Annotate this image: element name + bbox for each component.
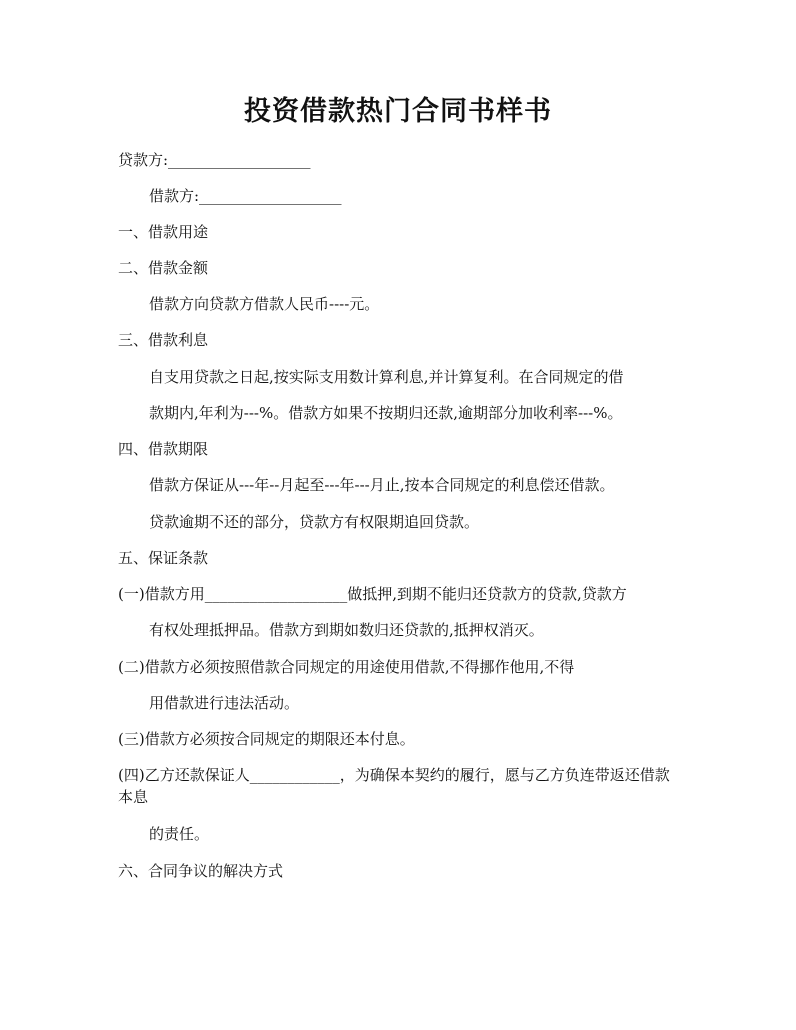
paragraph-line: 贷款逾期不还的部分，贷款方有权限期追回贷款。 — [149, 513, 480, 531]
section-heading-amount: 二、借款金额 — [118, 259, 209, 277]
section-heading-purpose: 一、借款用途 — [118, 223, 209, 241]
section-heading-dispute: 六、合同争议的解决方式 — [118, 862, 284, 880]
document-title: 投资借款热门合同书样书 — [244, 96, 552, 127]
paragraph-line: 用借款进行违法活动。 — [149, 694, 300, 712]
section-heading-interest: 三、借款利息 — [118, 331, 209, 349]
clause-line: (三)借款方必须按合同规定的期限还本付息。 — [118, 730, 415, 748]
borrower-line: 借款方:___________________ — [149, 187, 342, 205]
section-heading-guarantee: 五、保证条款 — [118, 549, 209, 567]
clause-line: (一)借款方用___________________做抵押,到期不能归还贷款方的贷款,贷款方 — [118, 585, 627, 603]
section-heading-term: 四、借款期限 — [118, 440, 209, 458]
paragraph-line: 的责任。 — [149, 825, 210, 843]
lender-line: 贷款方:___________________ — [118, 151, 311, 169]
paragraph-line: 自支用贷款之日起,按实际支用数计算利息,并计算复利。在合同规定的借 — [149, 368, 624, 386]
clause-line: (二)借款方必须按照借款合同规定的用途使用借款,不得挪作他用,不得 — [118, 658, 575, 676]
paragraph-line: 款期内,年利为---%。借款方如果不按期归还款,逾期部分加收利率---%。 — [149, 404, 623, 422]
paragraph-line: 借款方保证从---年--月起至---年---月止,按本合同规定的利息偿还借款。 — [149, 476, 615, 494]
paragraph-line: 有权处理抵押品。借款方到期如数归还贷款的,抵押权消灭。 — [149, 621, 544, 639]
paragraph-line: 借款方向贷款方借款人民币----元。 — [149, 295, 380, 313]
clause-line: (四)乙方还款保证人____________，为确保本契约的履行，愿与乙方负连带返还借款本息 — [118, 766, 670, 806]
